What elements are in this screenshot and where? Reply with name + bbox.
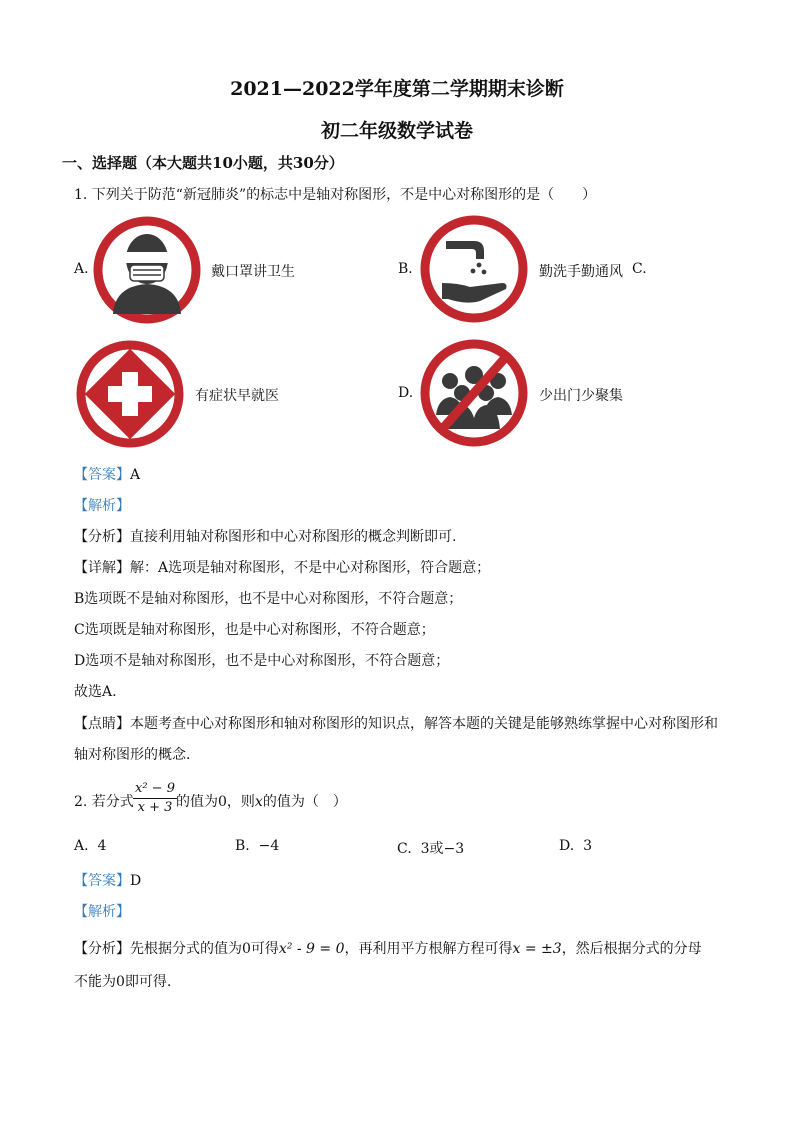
answer-value: A	[130, 467, 141, 483]
q2-option-a	[74, 838, 106, 854]
q2-option-d	[559, 838, 592, 854]
equation: x = ±3	[512, 941, 562, 957]
line-text: 本题考查中心对称图形和轴对称图形的知识点，解答本题的关键是能够熟练掌握中心对称图形和	[130, 716, 718, 732]
option-letter: D.	[559, 838, 575, 854]
q1-line-comment	[74, 713, 718, 733]
section-heading: 一、选择题（本大题共10小题，共30分）	[62, 154, 344, 172]
option-a-letter: A.	[74, 261, 89, 277]
line-tag: 【分析】	[74, 529, 130, 545]
line-tag: 【点睛】	[74, 716, 130, 732]
option-value: −4	[258, 838, 280, 854]
q2-option-c	[397, 838, 464, 858]
question-1-stem: 1. 下列关于防范“新冠肺炎”的标志中是轴对称图形，不是中心对称图形的是（ ）	[74, 187, 597, 203]
line-text: 解：A选项是轴对称图形，不是中心对称图形，符合题意；	[130, 560, 491, 576]
equation: x² - 9 = 0	[278, 941, 345, 957]
q2-analysis-line2: 不能为0即可得.	[74, 974, 172, 990]
option-letter: C.	[397, 841, 412, 857]
answer-value: D	[130, 873, 142, 889]
line-text: 直接利用轴对称图形和中心对称图形的概念判断即可.	[130, 529, 457, 545]
fraction-numerator: x² − 9	[133, 780, 177, 799]
q1-line-b: B选项既不是轴对称图形，也不是中心对称图形，不符合题意；	[74, 591, 463, 607]
medical-cross-icon	[74, 338, 186, 450]
q1-line-comment-cont: 轴对称图形的概念.	[74, 747, 191, 763]
option-c-caption: 有症状早就医	[195, 388, 279, 404]
option-c-letter: C.	[632, 261, 647, 277]
q1-line-c: C选项既是轴对称图形，也是中心对称图形，不符合题意；	[74, 622, 435, 638]
option-letter: B.	[235, 838, 250, 854]
analysis-text: 先根据分式的值为0可得	[130, 941, 279, 957]
analysis-text: ，再利用平方根解方程可得	[344, 941, 513, 957]
mask-face-icon	[91, 214, 203, 326]
answer-tag: 【答案】	[74, 873, 130, 889]
q1-line-detail	[74, 557, 490, 577]
q1-line-choose: 故选A.	[74, 684, 117, 700]
fraction-denominator: x + 3	[137, 800, 173, 815]
option-b-letter: B.	[398, 261, 413, 277]
line-tag: 【分析】	[74, 941, 130, 957]
q1-line-analysis	[74, 526, 456, 546]
exam-title: 2021—2022学年度第二学期期末诊断	[230, 78, 564, 100]
hand-washing-icon	[418, 213, 530, 325]
q2-answer	[74, 870, 141, 890]
no-crowd-icon	[418, 337, 530, 449]
stem-var: x	[254, 794, 263, 810]
stem-mid: 的值为0，则	[176, 794, 255, 810]
option-d-letter: D.	[398, 385, 414, 401]
q2-stem-rest	[176, 791, 347, 811]
answer-tag: 【答案】	[74, 467, 130, 483]
option-b-caption: 勤洗手勤通风	[539, 264, 623, 280]
exam-subtitle: 初二年级数学试卷	[320, 120, 473, 142]
q2-option-b	[235, 838, 279, 854]
analysis-tag: 【解析】	[74, 904, 130, 920]
q2-fraction	[133, 780, 177, 817]
option-a-caption: 戴口罩讲卫生	[211, 264, 295, 280]
stem-suffix: 的值为（ ）	[262, 794, 347, 810]
option-d-caption: 少出门少聚集	[539, 388, 623, 404]
option-value: 3或−3	[420, 841, 465, 857]
line-tag: 【详解】	[74, 560, 130, 576]
q2-stem-prefix: 2. 若分式	[74, 794, 134, 810]
option-letter: A.	[74, 838, 89, 854]
q2-analysis-line1	[74, 938, 702, 958]
q1-answer	[74, 464, 140, 484]
analysis-text: ，然后根据分式的分母	[561, 941, 702, 957]
option-value: 3	[583, 838, 593, 854]
option-value: 4	[97, 838, 107, 854]
analysis-tag: 【解析】	[74, 498, 130, 514]
q1-line-d: D选项不是轴对称图形，也不是中心对称图形，不符合题意；	[74, 653, 450, 669]
